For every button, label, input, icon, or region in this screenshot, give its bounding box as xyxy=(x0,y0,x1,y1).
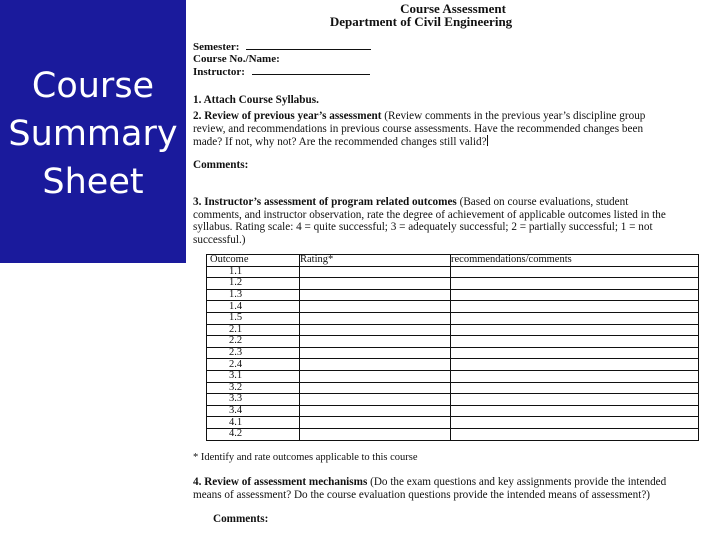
outcome-cell: 4.1 xyxy=(207,417,300,429)
header-rating: Rating* xyxy=(300,255,451,267)
item-3-text: (Based on course evaluations, student comments, and instructor observation, rate the degree of achievement of applicable outcomes listed in the syllabus. Rating scale: 4 = quite successful; 3 = adequately successful; 2 = partially successful; 1 = not successful.) xyxy=(193,196,666,246)
comments-cell[interactable] xyxy=(451,428,699,440)
rating-cell[interactable] xyxy=(300,301,451,313)
item-1: 1. Attach Course Syllabus. xyxy=(193,94,319,106)
comments-cell[interactable] xyxy=(451,324,699,336)
comments-cell[interactable] xyxy=(451,336,699,348)
comments-cell[interactable] xyxy=(451,266,699,278)
rating-cell[interactable] xyxy=(300,370,451,382)
comments-cell[interactable] xyxy=(451,417,699,429)
item-2 xyxy=(193,110,673,149)
slide-title-line: Course xyxy=(31,66,155,106)
rating-cell[interactable] xyxy=(300,336,451,348)
comments-cell[interactable] xyxy=(451,394,699,406)
table-row xyxy=(207,417,699,429)
semester-label: Semester: xyxy=(193,41,240,53)
table-row xyxy=(207,301,699,313)
item-4 xyxy=(193,476,683,501)
slide-title xyxy=(0,62,186,206)
document-heading: Course Assessment xyxy=(400,1,506,16)
comments-cell[interactable] xyxy=(451,359,699,371)
outcome-cell: 2.1 xyxy=(207,324,300,336)
comments-cell[interactable] xyxy=(451,370,699,382)
table-row xyxy=(207,324,699,336)
table-row xyxy=(207,266,699,278)
comments-cell[interactable] xyxy=(451,382,699,394)
course-label: Course No./Name: xyxy=(193,53,280,65)
comments-cell[interactable] xyxy=(451,347,699,359)
instructor-field xyxy=(193,65,370,78)
outcome-cell: 2.2 xyxy=(207,336,300,348)
item-2-text: (Review comments in the previous year’s discipline group review, and recommendations in previous course assessments. Have the recommended changes been made? If not, why not? Are the recommended changes still valid? xyxy=(193,110,646,148)
outcome-cell: 4.2 xyxy=(207,428,300,440)
semester-field xyxy=(193,40,371,53)
outcomes-table xyxy=(206,254,699,441)
table-row xyxy=(207,428,699,440)
table-row xyxy=(207,394,699,406)
rating-cell[interactable] xyxy=(300,359,451,371)
rating-cell[interactable] xyxy=(300,405,451,417)
table-header-row xyxy=(207,255,699,267)
rating-cell[interactable] xyxy=(300,428,451,440)
comments-label-1: Comments: xyxy=(193,159,249,171)
header-outcome: Outcome xyxy=(207,255,300,267)
outcome-cell: 1.4 xyxy=(207,301,300,313)
rating-cell[interactable] xyxy=(300,347,451,359)
item-3-title: 3. Instructor’s assessment of program related outcomes xyxy=(193,196,457,208)
slide-title-line: Summary xyxy=(8,114,178,154)
table-row xyxy=(207,405,699,417)
instructor-blank xyxy=(252,65,370,75)
table-row xyxy=(207,347,699,359)
assessment-document xyxy=(188,0,718,540)
rating-cell[interactable] xyxy=(300,312,451,324)
text-cursor xyxy=(487,135,488,146)
item-4-title: 4. Review of assessment mechanisms xyxy=(193,476,368,488)
outcome-cell: 1.2 xyxy=(207,278,300,290)
outcome-cell: 1.3 xyxy=(207,289,300,301)
department-heading: Department of Civil Engineering xyxy=(329,14,513,29)
rating-cell[interactable] xyxy=(300,417,451,429)
table-row xyxy=(207,370,699,382)
table-row xyxy=(207,359,699,371)
comments-cell[interactable] xyxy=(451,405,699,417)
slide-title-panel xyxy=(0,0,186,263)
rating-cell[interactable] xyxy=(300,266,451,278)
comments-label-2: Comments: xyxy=(213,513,269,525)
rating-cell[interactable] xyxy=(300,394,451,406)
item-2-title: 2. Review of previous year’s assessment xyxy=(193,110,382,122)
rating-cell[interactable] xyxy=(300,382,451,394)
comments-cell[interactable] xyxy=(451,301,699,313)
outcome-cell: 1.1 xyxy=(207,266,300,278)
course-field xyxy=(193,53,280,65)
table-row xyxy=(207,312,699,324)
table-row xyxy=(207,382,699,394)
table-row xyxy=(207,289,699,301)
instructor-label: Instructor: xyxy=(193,66,245,78)
rating-cell[interactable] xyxy=(300,278,451,290)
item-4-text: (Do the exam questions and key assignments provide the intended means of assessment? Do the course evaluation questions provide the intended means of assessment?) xyxy=(193,476,667,501)
table-row xyxy=(207,336,699,348)
header-recommendations: recommendations/comments xyxy=(451,255,699,267)
rating-cell[interactable] xyxy=(300,289,451,301)
footnote: * Identify and rate outcomes applicable to this course xyxy=(193,452,418,463)
item-3 xyxy=(193,196,673,246)
slide-title-line: Sheet xyxy=(42,162,144,202)
outcome-cell: 2.4 xyxy=(207,359,300,371)
outcome-cell: 3.2 xyxy=(207,382,300,394)
outcome-cell: 2.3 xyxy=(207,347,300,359)
semester-blank xyxy=(246,40,371,50)
table-row xyxy=(207,278,699,290)
outcome-cell: 3.1 xyxy=(207,370,300,382)
outcome-cell: 3.4 xyxy=(207,405,300,417)
comments-cell[interactable] xyxy=(451,278,699,290)
comments-cell[interactable] xyxy=(451,289,699,301)
outcome-cell: 3.3 xyxy=(207,394,300,406)
comments-cell[interactable] xyxy=(451,312,699,324)
outcome-rows xyxy=(207,266,699,440)
outcome-cell: 1.5 xyxy=(207,312,300,324)
rating-cell[interactable] xyxy=(300,324,451,336)
